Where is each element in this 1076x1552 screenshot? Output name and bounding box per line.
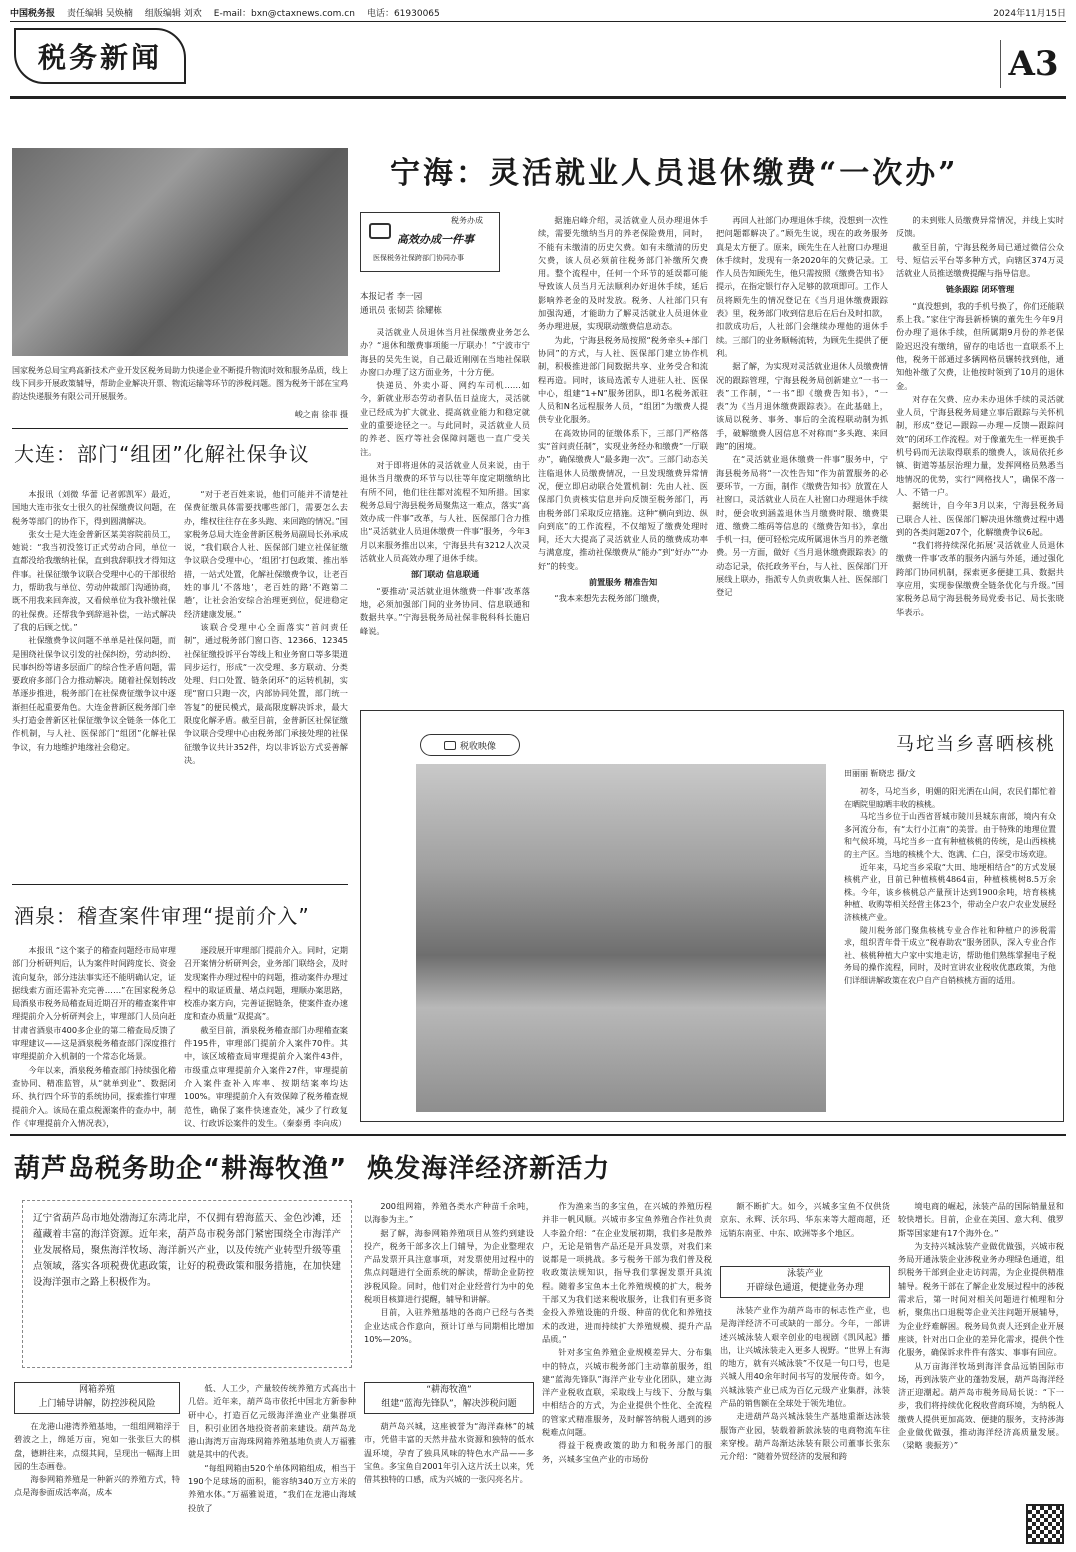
huludao-column-2: 低、人工少，产量较传统养殖方式高出十几倍。近年来，葫芦岛市依托中国北方新参种研中心，打造百亿元级海洋渔业产业集群项目，积引业团各地投资者前来建设。葫芦岛龙港山海湾万亩海珠网箱养殖基地负责人万福雅就是其中的代表。 “每组网箱由520个单体网箱组成，相当于190个足球场的面积，能容纳340万立方米的养殖水体。”万福雅说道，“我们在龙港山海域投放了 bbox=[188, 1383, 356, 1513]
paper-name: 中国税务报 bbox=[10, 9, 56, 19]
badge-main-text: 高效办成一件事 bbox=[397, 233, 474, 246]
photo-caption: 国家税务总局宝鸡高新技术产业开发区税务局助力快递企业不断提升物流时效和服务品质，线上线下同步开展政策辅导，帮助企业解决开票、物流运输等环节的涉税问题。图为税务干部在宝鸡韵达快递服务有限公司开展服务。 bbox=[12, 366, 348, 401]
divider bbox=[12, 428, 348, 429]
dalian-column-2: “对于老百姓来说，他们可能并不清楚社保费征缴具体需要找哪些部门，需要怎么去办，维权往往存在多头跑、来回跑的情况。”国家税务总局大连金普新区税务局副局长孙承成说，“我们联合人社、医保部门建立社保征缴争议联合受理中心，‘组团’打包政策、推出举措，一站式处置，化解社保缴费争议，让老百姓的事儿‘不落地’，老百姓的路‘不跑第二趟’，让社会治安综合治理更到位，促进稳定经济建康发展。” 该联合受理中心全面落实“首问责任制”，通过税务部门窗口咨、12366、12345社保征缴投诉平台等线上和业务窗口等多渠道同步运行，形成“一次受理、多方联动、分类处理、归口处置、链条闭环”的运转机制，实现“窗口只跑一次，内部协同处置，部门统一答复”的便民模式，最高限度解决诉求，最大限度化解矛盾。截至目前，金普新区社保征缴争议联合受理中心由税务部门承接处理的社保征缴争议共计352件，均以非诉讼方式妥善解决。 bbox=[184, 489, 348, 765]
photo-credit: 峻之南 徐菲 摄 bbox=[294, 410, 348, 419]
photo-story-credit: 田丽丽 靳晓忠 摄/文 bbox=[844, 769, 916, 778]
jiuquan-column-1: 本报讯 “这个案子的稽查问题经市局审理部门分析研判后，认为案件时间跨度长、资金流向复杂，部分违法事实还不能明确认定，证据线索方面还需补充完善……”在国家税务总局酒泉市税务局稽查局近期召开的稽查案件审理提前介入分析研判会上，审理部门人员向赶甘肃省酒泉市400多企业的第二稽查局反馈了审理建议——这是酒泉税务稽查部门深度推行审理提前介入机制的一个常态化场景。 今年以来，酒泉税务稽查部门持续强化稽查协同、精准监管，从“就单到业”、数据闭环、执行四个环节的系统协同，探索推行审理提前介入。该局在重点税源案件的查办中，制作《审理提前介入情况表》， bbox=[12, 945, 176, 1128]
huludao-box-1: 网箱养殖 上门辅导讲解，防控涉税风险 bbox=[14, 1382, 180, 1414]
ninghai-subhead-1: 部门联动 信息联通 bbox=[410, 569, 480, 580]
huludao-box-3: 泳装产业 开辟绿色通道，便捷业务办理 bbox=[720, 1266, 890, 1298]
jiuquan-headline: 酒泉：稽查案件审理“提前介入” bbox=[14, 904, 310, 928]
ninghai-column-2: 据施启峰介绍，灵活就业人员办理退休手续，需要先缴纳当月的养老保险费用，同时，不能有未缴清的历史欠费。如有未缴清的历史欠费，该人员必须前往税务部门补缴所欠费用。整个流程中，任何一个环节的延误都可能导致该人员当月无法顺利办好退休手续，延后影响养老金的及时发放。税务、人社部门只有加强沟通，才能助力了解灵活就业人员退休业务办理进展，实现联动缴费信息动态。 为此，宁海县税务局按照“税务牵头+部门协同”的方式，与人社、医保部门建立协作机制，积极推进部门间数据共享、业务受合和流程再造。同时，该局选派专人进驻人社、医保中心，组建“1+N”服务团队，即1名税务派驻人员和N名远程服务人员，“组团”为缴费人提供专业化服务。 在高效协同的征缴体系下，三部门严格落实“首问责任制”，实现业务经办和缴费“一厅联办”，确保缴费人“最多跑一次”。三部门动态关注临退休人员缴费情况，一旦发现缴费异常情况，便立即启动联合处置机制：先由人社、医保部门负责核实信息并向反馈至税务部门，再由税务部门采取反应措施。这种“横向到边、纵向到底”的工作流程，不仅缩短了缴费处理时间，还大大提高了灵活就业人员的缴费成功率与满意度，推动社保缴费从“能办”到“好办”“办好”的转变。 前置服务 精准告知 “我本来想先去税务部门缴费， bbox=[538, 215, 708, 604]
ninghai-subhead-2: 前置服务 精准告知 bbox=[588, 577, 658, 588]
jiuquan-column-2: 逐段展开审理部门提前介入。同时，定期召开案情分析研判会，业务部门联络会，及时发现案件办理过程中的问题，推动案件办理过程中的取证质量、堵点问题，理顺办案思路，校准办案方向，完善证据链条，使案件查办速度和查办质量“双提高”。 截至目前，酒泉税务稽查部门办理稽查案件195件，审理部门提前介入案件70件。其中，该区域稽查局审理提前介入案件43件，市级重点审理提前介入案件27件，审理提前介入案件查补入库率、按期结案率均达100%。审理提前介入有效保障了税务稽查规范性，确保了案件快速查处，减少了行政复议、行政诉讼案件的发生。（秦泰勇 李向成） bbox=[184, 945, 348, 1128]
masthead-bar bbox=[10, 4, 1066, 22]
huludao-lede: 辽宁省葫芦岛市地处渤海辽东湾北岸，不仅拥有碧海蓝天、金色沙滩，还蕴藏着丰富的海洋资源。近年来，葫芦岛市税务部门紧密围绕全市海洋产业发展格局，聚焦海洋牧场、海洋新兴产业，以及传统产业转型升级等重点领域，落实各项税费优惠政策，让好的税费政策和服务措施，在加快建设海洋强市之路上积极作为。 bbox=[22, 1200, 352, 1368]
section-title: 税务新闻 bbox=[14, 28, 186, 84]
photo-story-title: 马坨当乡喜晒核桃 bbox=[896, 734, 1056, 755]
huludao-column-3: 200组网箱，养殖各类水产种苗千余吨，以海参为主。” 据了解，海参网箱养殖项目从签约到建设投产，税务干部多次上门辅导，为企业整理农产品发票开具注意事项，对发票使用过程中的焦点问题进行全面系统的解读，帮助企业防控涉税风险。同时，他们对企业经营行为中的免税项目核算进行提醒，辅导和讲解。 目前，入驻养殖基地的各商户已经与各类企业达成合作意向，预计订单与同期相比增加10%—20%。 bbox=[364, 1201, 534, 1344]
phone: 电话：61930065 bbox=[366, 9, 440, 19]
ninghai-byline: 本报记者 李一园 通讯员 张韧芸 徐耀栋 bbox=[360, 292, 442, 316]
ninghai-headline: 宁海：灵活就业人员退休缴费“一次办” bbox=[390, 156, 959, 191]
huludao-column-5: 额不断扩大。如今，兴城多宝鱼不仅供货京东、永辉、沃尔玛、华东来等大超商超，还远销东南亚、中东、欧洲等多个地区。 bbox=[720, 1201, 890, 1238]
divider bbox=[12, 884, 348, 885]
huludao-box-2: “耕海牧渔” 组建“蓝海先锋队”，解决涉税问题 bbox=[364, 1382, 534, 1414]
huludao-column-4: 作为渔来当的多宝鱼，在兴城的养殖历程并非一帆风顺。兴城市多宝鱼养殖合作社负责人李盈介绍：“在企业发展初期，我们多是散养户，无论是销售产品还是开具发票，对我们来说都是一项挑战。多亏税务干部为我们普及税收政策法规知识，指导我们掌握发票开具流程。随着多宝鱼本土化养殖规模的扩大，税务干部又为我们送来税收服务，让我们有更多资金投入养殖设施的升级、种苗的优化和养殖技术的改进，进而持续扩大养殖规模、提升产品品质。” 针对多宝鱼养殖企业规模差异大、分布集中的特点，兴城市税务部门主动靠前服务，组建“蓝海先锋队”海洋产业专业化团队，建立海洋产业税收直联，采取线上与线下、分散与集中相结合的方式，为企业提供个性化、全流程的管家式精准服务，及时解答纳税人遇到的涉税难点问题。 得益于税费政策的助力和税务部门的服务，兴城多宝鱼产业的市场份 bbox=[542, 1201, 712, 1464]
camera-icon bbox=[444, 741, 456, 750]
divider bbox=[10, 1134, 1066, 1136]
huludao-column-1: 在龙港山港湾养殖基地，一组组网箱浮于碧波之上，绵延万亩，宛如一张张巨大的棋盘，德耕往来，点缀其间，呈现出一幅海上田园的生态画卷。 海参网箱养殖是一种新兴的养殖方式，特点是海参面成活率高，成本 bbox=[14, 1421, 180, 1498]
page-number: A3 bbox=[1000, 40, 1066, 88]
express-photo bbox=[12, 148, 348, 356]
huludao-column-3-tail: 葫芦岛兴城，这座被誉为“海洋森林”的城市，凭借丰富的天然井盐水资源和独特的低水温环境，孕育了独具风味的特色水产品——多宝鱼。多宝鱼自2001年引入这片沃土以来，凭借其独特的口感，成为兴城的一张闪亮名片。 bbox=[364, 1421, 534, 1485]
ninghai-column-3: 再回人社部门办理退休手续，没想到一次性把问题都解决了。”顾先生说，现在的政务服务真是太方便了。原来，顾先生在人社窗口办理退休手续时，发现有一条2020年的欠费记录。工作人员告知顾先生，他只需按照《缴费告知书》提示，在指定银行存入足够的款项即可。工作人员将顾先生的情况登记在《当月退休缴费跟踪表》里，税务部门收到信息后在后台及时扣款，扣款成功后，人社部门会继续办理他的退休手续。三部门的业务顺畅流转，为顾先生提供了便利。 据了解，为实现对灵活就业退休人员缴费情况的跟踪管理，宁海县税务局创新建立“一书一表”工作制，“一书”即《缴费告知书》，“一表”为《当月退休缴费跟踪表》。在此基础上，该局以税务、事务、事后的全流程联动制为抓手，破解缴费人因信息不对称而“多头跑、来回跑”的困境。 在“灵活就业退休缴费一件事”服务中，宁海县税务局将“一次性告知”作为前置服务的必要环节，一方面，制作《缴费告知书》放置在人社窗口，灵活就业人员在人社窗口办理退休手续时，便会收到涵盖退休当月缴费时限、缴费渠道、缴费二维码等信息的《缴费告知书》，拿出手机一扫，便可轻松完成所属退休当月的养老缴费。另一方面，做好《当月退休缴费跟踪表》的动态记录，依托政务平台，与人社、医保部门开展线上联办，指派专人负责收集人社、医保部门登记 bbox=[716, 215, 888, 598]
header-rule bbox=[10, 96, 1066, 99]
editor: 责任编辑 吴焕楠 bbox=[67, 9, 133, 19]
designer: 组版编辑 刘欢 bbox=[144, 9, 202, 19]
huludao-column-6: 境电商的崛起，泳装产品的国际销量显和较快增长。目前，企业在美国、意大利、俄罗斯等国家建有17个海外仓。” 为支持兴城泳装产业做优做强，兴城市税务局开通泳装企业涉税业务办理绿色通道，组织税务干部到企业走访问需，为企业提供精准辅导。税务干部在了解企业发展过程中的涉税需求后，第一时间对相关问题进行梳理和分析，聚焦出口退税等企业关注问题开展辅导，为企业纾难解困。税务局负责人还到企业开展座谈，针对出口企业的差异化需求，提供个性化服务，确保诉求件件有落实、事事有回应。 从万亩海洋牧场到海洋食品远销国际市场，再到泳装产业的蓬勃发展，葫芦岛海洋经济正迎潮起。葫芦岛市税务局局长说：“下一步，我们将持续优化税收营商环境，为纳税人缴费人提供更加高效、便捷的服务，支持涉海企业做优做强，推动海洋经济高质量发展。（梁略 裴振芳）” bbox=[898, 1201, 1064, 1451]
issue-date: 2024年11月15日 bbox=[993, 9, 1066, 19]
dalian-headline: 大连：部门“组团”化解社保争议 bbox=[14, 442, 310, 466]
photo-story-badge: 税收映像 bbox=[420, 734, 520, 756]
camera-icon bbox=[369, 223, 391, 239]
photo-story-text: 初冬，马坨当乡，明媚的阳光洒在山间，农民们都忙着在晒院里晾晒丰收的核桃。 马坨当乡位于山西省晋城市陵川县城东南部，境内有众多河流分布，有“太行小江南”的美誉。由于特殊的地理位置和气候环境，马坨当乡一直有种植核桃的传统，是山西核桃的主产区。当地的核桃个大、饱满、仁白，深受市场欢迎。 近年来，马坨当乡采取“大田、地埂相结合”的方式发展核桃产业，目前已种植核桃4864亩，种植核桃树8.5万余株。今年，该乡核桃总产量预计达到1900余吨，培育核桃种植、收购等相关经营主体23个，带动全户农户农业发展经济核桃产业。 陵川税务部门聚焦核桃专业合作社和种植户的涉税需求，组织青年骨干成立“税春助农”服务团队，深入专业合作社、核桃种植大户家中实地走访，帮助他们熟练掌握电子税务局的操作流程，同时，及时宣讲农业税收优惠政策，为他们详细讲解政策在农户自产自销核桃方面的适用。 bbox=[844, 787, 1056, 985]
huludao-headline: 葫芦岛税务助企“耕海牧渔” 焕发海洋经济新活力 bbox=[14, 1154, 611, 1184]
badge-top-text: 税务办成 bbox=[451, 216, 483, 225]
ninghai-column-1: 灵活就业人员退休当月社保缴费业务怎么办？“退休和缴费事项能一厅联办！”宁波市宁海县的吴先生说，自己最近刚刚在当地社保联办窗口办理了这方面业务，十分方便。 快递员、外卖小哥、网约车司机……如今，新就业形态劳动者队伍日益庞大，灵活就业已经成为扩大就业、提高就业能力和稳定就业的重要途径之一。与此同时，灵活就业人员的养老、医疗等社会保障问题也一直广受关注。 对于即将退休的灵活就业人员来说，由于退休当月缴费的环节与以往等年度定期缴纳比有所不同，他们往往都对流程不知所措。国家税务总局宁海县税务局聚焦这一难点，落实“高效办成一件事”改革，与人社、医保部门合力推出“灵活就业人员退休缴费一件事”服务，今年3月以来服务推出以来，宁海县共有3212人次灵活就业人员高效办理了退休手续。 部门联动 信息联通 “要推动‘灵活就业退休缴费一件事’改革落地，必须加强部门间的业务协同、信息联通和数据共享。”宁海县税务局社保非税科科长施启峰说。 bbox=[360, 327, 530, 636]
email: E-mail：bxn@ctaxnews.com.cn bbox=[213, 9, 355, 19]
service-badge bbox=[360, 212, 500, 272]
badge-sub-text: 医保税务社保跨部门协同办事 bbox=[373, 254, 464, 262]
dalian-column-1: 本报讯（刘微 华蕾 记者郭凯军）最近，国地大连市张女士很久的社保缴费议问题，在税务等部门的协作下，得到圆满解决。 张女士是大连金普新区某美容院前员工，她说：“我当初没签订正式劳动合同，单位一直都没给我缴纳社保，直到我辞职找才得知这件事。社保征缴争议联合受理中心的干部很给力，帮助我与单位、劳动仲裁部门沟通协商，既不用我来回奔波，又看候单位为我补缴社保的社保费。还帮我争到辞退补偿，一站式解决了我的后顾之忧。” 社保缴费争议问题不单单是社保问题，而是围绕社保争议引发的社保纠纷，劳动纠纷、民事纠纷等诸多层面广的综合性矛盾问题，需要政府多部门合力推动解决。随着社保划转改革逐步推进，税务部门在社保费征缴争议中逐渐担任起重要角色。大连金普新区税务部门牵头打造金普新区社保征缴争议全链条一体化工作机制，与人社、医保部门“组团”化解社保争议，有力地维护地缘社会稳定。 bbox=[12, 489, 176, 752]
huludao-column-5-tail: 泳装产业作为葫芦岛市的标志性产业，也是海洋经济不可或缺的一部分。今年，一部讲述兴城泳装人艰辛创业的电视剧《凯风起》播出，让兴城泳装走入更多人视野。“世界上有海的地方，就有兴城泳装”不仅是一句口号，也是兴城人用40余年时间书写的发展传奇。如今，兴城泳装产业已成为百亿元级产业集群，泳装产品的销售额在全球处于领先地位。 走进葫芦岛兴城泳装生产基地重渐达泳装服饰产业园，装载着新款泳装的电商物流车往来穿梭。葫芦岛渐达泳装有限公司董事长张东元介绍：“随着外贸经济的发展和跨 bbox=[720, 1305, 890, 1462]
ninghai-column-4: 的未到账人员缴费异常情况，并线上实时反馈。 截至目前，宁海县税务局已通过微信公众号、短信云平台等多种方式，向辖区374万灵活就业人员推送缴费提醒与指导信息。 链条跟踪 闭环管理 “真没想到，我的手机号换了，你们还能联系上我。”家住宁海县新桥镇的董先生今年9月份办理了退休手续，但所属期9月份的养老保险迟迟没有缴纳，留存的电话也一直联系不上他，税务干部通过多辆网格员辗转找到他，通知他补缴了欠费，让他按时领到了10月的退休金。 对存在欠费、应办未办退休手续的灵活就业人员，宁海县税务局建立事后跟踪与关怀机制，形成“登记—跟踪—办理—反馈—跟踪问效”的闭环工作流程。对于像董先生一样更换手机号码而无法取得联系的缴费人，该局依托乡镇、街道等基层治理力量，发挥网格员熟悉当地情况的优势，实行“网格找人”，确保不落一人、不错一户。 据统计，自今年3月以来，宁海县税务局已联合人社、医保部门解决退休缴费过程中遇到的各类问题207个，化解缴费争议6起。 “我们将持续深化拓展‘灵活就业人员退休缴费一件事’改革的服务内涵与外延，通过强化跨部门协同机制，探索更多便捷工具、数据共享应用，实现参保缴费全链条优化与升级。”国家税务总局宁海县税务局党委书记、局长张晓华表示。 bbox=[896, 215, 1065, 617]
qr-code[interactable] bbox=[1026, 1504, 1064, 1544]
ninghai-subhead-3: 链条跟踪 闭环管理 bbox=[945, 284, 1015, 295]
walnut-drying-photo bbox=[416, 764, 826, 1112]
